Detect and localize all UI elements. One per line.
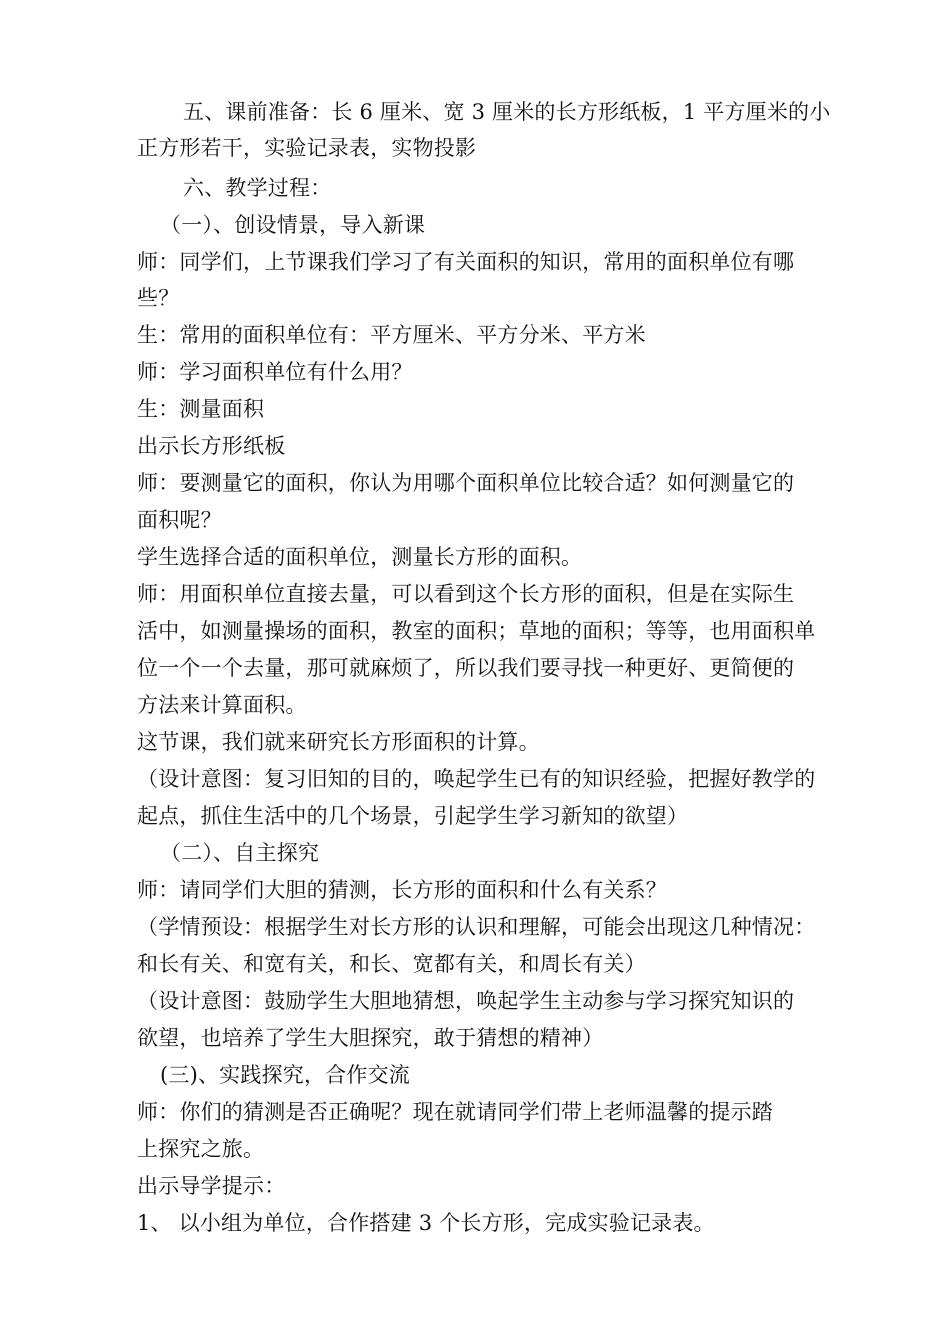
paragraph-line: 师：要测量它的面积，你认为用哪个面积单位比较合适？如何测量它的 [137, 471, 795, 495]
paragraph-line: 正方形若干，实验记录表，实物投影 [137, 136, 477, 160]
paragraph-line: 方法来计算面积。 [137, 693, 307, 717]
paragraph-line: （设计意图：复习旧知的目的，唤起学生已有的知识经验，把握好教学的 [137, 767, 816, 791]
subsection-heading: (三)、实践探究，合作交流 [160, 1063, 410, 1087]
paragraph-line: 师：你们的猜测是否正确呢？现在就请同学们带上老师温馨的提示踏 [137, 1100, 773, 1124]
paragraph-line: 师：学习面积单位有什么用？ [137, 360, 413, 384]
subsection-heading: （二）、自主探究 [160, 841, 320, 865]
list-item: 1、 以小组为单位，合作搭建 3 个长方形，完成实验记录表。 [137, 1211, 715, 1235]
paragraph-line: （设计意图：鼓励学生大胆地猜想，唤起学生主动参与学习探究知识的 [137, 989, 795, 1013]
paragraph-line: 些？ [137, 286, 180, 310]
paragraph-line: 位一个一个去量，那可就麻烦了，所以我们要寻找一种更好、更简便的 [137, 656, 795, 680]
subsection-heading: （一）、创设情景，导入新课 [160, 213, 426, 237]
paragraph-line: 和长有关、和宽有关，和长、宽都有关，和周长有关） [137, 952, 646, 976]
paragraph-line: 生：测量面积 [137, 397, 265, 421]
paragraph-line: 起点，抓住生活中的几个场景，引起学生学习新知的欲望） [137, 804, 689, 828]
paragraph-line: 上探究之旅。 [137, 1137, 265, 1161]
paragraph-line: 活中，如测量操场的面积，教室的面积；草地的面积；等等，也用面积单 [137, 619, 816, 643]
paragraph-line: 生：常用的面积单位有：平方厘米、平方分米、平方米 [137, 323, 646, 347]
paragraph-line: 这节课，我们就来研究长方形面积的计算。 [137, 730, 540, 754]
paragraph-line: 出示导学提示： [137, 1174, 286, 1198]
paragraph-line: 出示长方形纸板 [137, 434, 286, 458]
paragraph-line: 师：请同学们大胆的猜测，长方形的面积和什么有关系？ [137, 878, 667, 902]
section-heading: 六、教学过程： [183, 176, 332, 200]
paragraph-line: （学情预设：根据学生对长方形的认识和理解，可能会出现这几种情况： [137, 915, 816, 939]
paragraph-line: 师：用面积单位直接去量，可以看到这个长方形的面积，但是在实际生 [137, 582, 795, 606]
paragraph-line: 欲望，也培养了学生大胆探究，敢于猜想的精神） [137, 1026, 604, 1050]
paragraph-line: 师：同学们，上节课我们学习了有关面积的知识，常用的面积单位有哪 [137, 250, 795, 274]
paragraph-line: 五、课前准备：长 6 厘米、宽 3 厘米的长方形纸板，1 平方厘米的小 [183, 100, 831, 124]
paragraph-line: 面积呢？ [137, 508, 222, 532]
paragraph-line: 学生选择合适的面积单位，测量长方形的面积。 [137, 545, 583, 569]
